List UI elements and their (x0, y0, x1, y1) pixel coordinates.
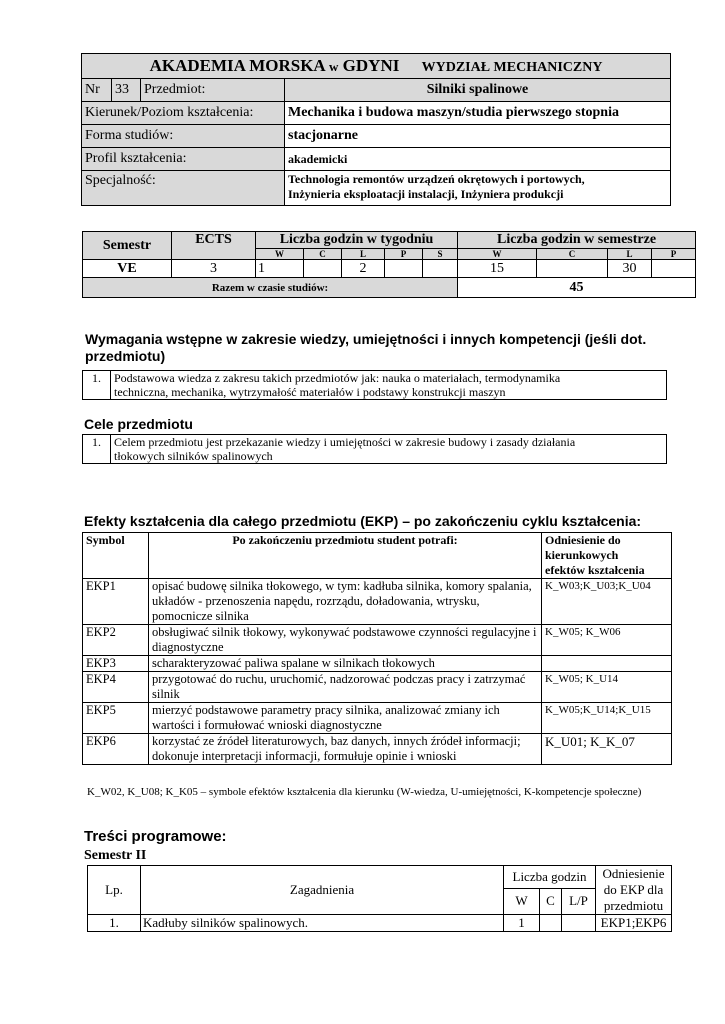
effect-ref: K_W03;K_U03;K_U04 (542, 579, 672, 625)
academy-title (82, 54, 671, 79)
requirement-text: Podstawowa wiedza z zakresu takich przedmiotów jak: nauka o materiałach, termodynamika techniczna, mechanika, wytrzymałość materiałów i podstawy konstrukcji maszyn (111, 371, 667, 400)
program-row-ref: EKP1;EKP6 (596, 915, 672, 932)
semester-c-value (537, 260, 608, 278)
program-col-c: C (540, 888, 562, 914)
semester-value: VE (83, 260, 172, 278)
study-form-value: stacjonarne (285, 125, 671, 148)
department-name: WYDZIAŁ MECHANICZNY (421, 60, 603, 75)
weekly-hours-header: Liczba godzin w tygodniu (256, 232, 458, 249)
table-row (83, 579, 672, 625)
study-form-label: Forma studiów: (82, 125, 285, 148)
semester-l-value: 30 (608, 260, 652, 278)
semester-col-p: P (652, 249, 696, 260)
weekly-col-s: S (423, 249, 458, 260)
effects-table (82, 532, 672, 765)
academy-city: GDYNI (342, 56, 400, 75)
semester-col-c: C (537, 249, 608, 260)
effect-ref: K_W05; K_U14 (542, 672, 672, 703)
table-row (83, 656, 672, 672)
effect-ref: K_W05; K_W06 (542, 625, 672, 656)
field-value: Mechanika i budowa maszyn/studia pierwszego stopnia (285, 102, 671, 125)
requirement-number: 1. (83, 371, 111, 400)
table-row (88, 915, 672, 932)
program-col-lp: Lp. (88, 866, 141, 915)
effects-note: K_W02, K_U08; K_K05 – symbole efektów kształcenia dla kierunku (W-wiedza, U-umiejętności, K-kompetencje społeczne) (87, 786, 642, 798)
weekly-col-p: P (385, 249, 423, 260)
total-value: 45 (458, 278, 696, 298)
specialty-line-1: Technologia remontów urządzeń okrętowych i portowych, (288, 172, 585, 186)
weekly-w-value: 1 (256, 260, 304, 278)
program-row-l (562, 915, 596, 932)
program-col-w: W (504, 888, 540, 914)
specialty-label: Specjalność: (82, 171, 285, 206)
goals-title: Cele przedmiotu (84, 416, 193, 432)
effect-desc: korzystać ze źródeł literaturowych, baz danych, innych źródeł informacji; dokonuje interpretacji informacji, formułuje opinie i wnioski (149, 734, 542, 765)
effect-symbol: EKP4 (83, 672, 149, 703)
goals-table (82, 434, 667, 464)
goal-text: Celem przedmiotu jest przekazanie wiedzy i umiejętności w zakresie budowy i zasady działania tłokowych silników spalinowych (111, 435, 667, 464)
effect-desc: mierzyć podstawowe parametry pracy silnika, analizować zmiany ich wartości i formułować wnioski diagnostyczne (149, 703, 542, 734)
semester-p-value (652, 260, 696, 278)
effect-ref (542, 656, 672, 672)
effect-ref: K_U01; K_K_07 (542, 734, 672, 765)
table-row (83, 672, 672, 703)
effect-desc: opisać budowę silnika tłokowego, w tym: kadłuba silnika, komory spalania, układów - przenoszenia napędu, rozrządu, doładowania, wtrysku, pomocnicze silnika (149, 579, 542, 625)
effect-symbol: EKP1 (83, 579, 149, 625)
profile-label: Profil kształcenia: (82, 148, 285, 171)
table-row (83, 703, 672, 734)
weekly-col-w: W (256, 249, 304, 260)
profile-value: akademicki (285, 148, 671, 171)
weekly-col-c: C (304, 249, 342, 260)
effects-title: Efekty kształcenia dla całego przedmiotu (EKP) – po zakończeniu cyklu kształcenia: (84, 513, 642, 529)
field-label: Kierunek/Poziom kształcenia: (82, 102, 285, 125)
table-row (83, 371, 667, 400)
semester-header: Semestr (83, 232, 172, 260)
table-row (83, 625, 672, 656)
effect-desc: scharakteryzować paliwa spalane w silnikach tłokowych (149, 656, 542, 672)
ects-header: ECTS (172, 232, 256, 260)
effects-col-ref: Odniesienie do kierunkowych efektów kształcenia (542, 533, 672, 579)
subject-label: Przedmiot: (141, 79, 285, 102)
program-table (87, 865, 672, 932)
program-row-topic: Kadłuby silników spalinowych. (141, 915, 504, 932)
effect-symbol: EKP6 (83, 734, 149, 765)
effect-ref: K_W05;K_U14;K_U15 (542, 703, 672, 734)
semester-col-l: L (608, 249, 652, 260)
nr-label: Nr (82, 79, 112, 102)
goal-number: 1. (83, 435, 111, 464)
effect-symbol: EKP2 (83, 625, 149, 656)
weekly-p-value (385, 260, 423, 278)
weekly-col-l: L (342, 249, 385, 260)
effect-symbol: EKP5 (83, 703, 149, 734)
weekly-c-value (304, 260, 342, 278)
requirements-title: Wymagania wstępne w zakresie wiedzy, umiejętności i innych kompetencji (jeśli dot. przedmiotu) (85, 331, 647, 364)
weekly-s-value (423, 260, 458, 278)
program-title: Treści programowe: (84, 828, 227, 845)
program-semester: Semestr II (84, 848, 147, 863)
hours-table (82, 231, 696, 298)
program-col-ref: Odniesienie do EKP dla przedmiotu (596, 866, 672, 915)
effect-desc: obsługiwać silnik tłokowy, wykonywać podstawowe czynności regulacyjne i diagnostyczne (149, 625, 542, 656)
academy-name: AKADEMIA MORSKA (149, 56, 325, 75)
effects-col-symbol: Symbol (83, 533, 149, 579)
program-col-hours: Liczba godzin (504, 866, 596, 889)
specialty-value (285, 171, 671, 206)
requirements-table (82, 370, 667, 400)
program-row-c (540, 915, 562, 932)
effect-desc: przygotować do ruchu, uruchomić, nadzorować podczas pracy i zatrzymać silnik (149, 672, 542, 703)
semester-hours-header: Liczba godzin w semestrze (458, 232, 696, 249)
table-row (83, 435, 667, 464)
program-row-lp: 1. (88, 915, 141, 932)
ects-value: 3 (172, 260, 256, 278)
program-col-topics: Zagadnienia (141, 866, 504, 915)
nr-value: 33 (112, 79, 141, 102)
weekly-l-value: 2 (342, 260, 385, 278)
semester-col-w: W (458, 249, 537, 260)
table-row (83, 734, 672, 765)
academy-w: w (329, 59, 339, 74)
effects-col-desc: Po zakończeniu przedmiotu student potrafi: (149, 533, 542, 579)
course-header-table (81, 53, 671, 206)
program-row-w: 1 (504, 915, 540, 932)
program-col-lp2: L/P (562, 888, 596, 914)
subject-value: Silniki spalinowe (285, 79, 671, 102)
specialty-line-2: Inżynieria eksploatacji instalacji, Inżyniera produkcji (288, 187, 564, 201)
total-label: Razem w czasie studiów: (83, 278, 458, 298)
semester-w-value: 15 (458, 260, 537, 278)
effect-symbol: EKP3 (83, 656, 149, 672)
